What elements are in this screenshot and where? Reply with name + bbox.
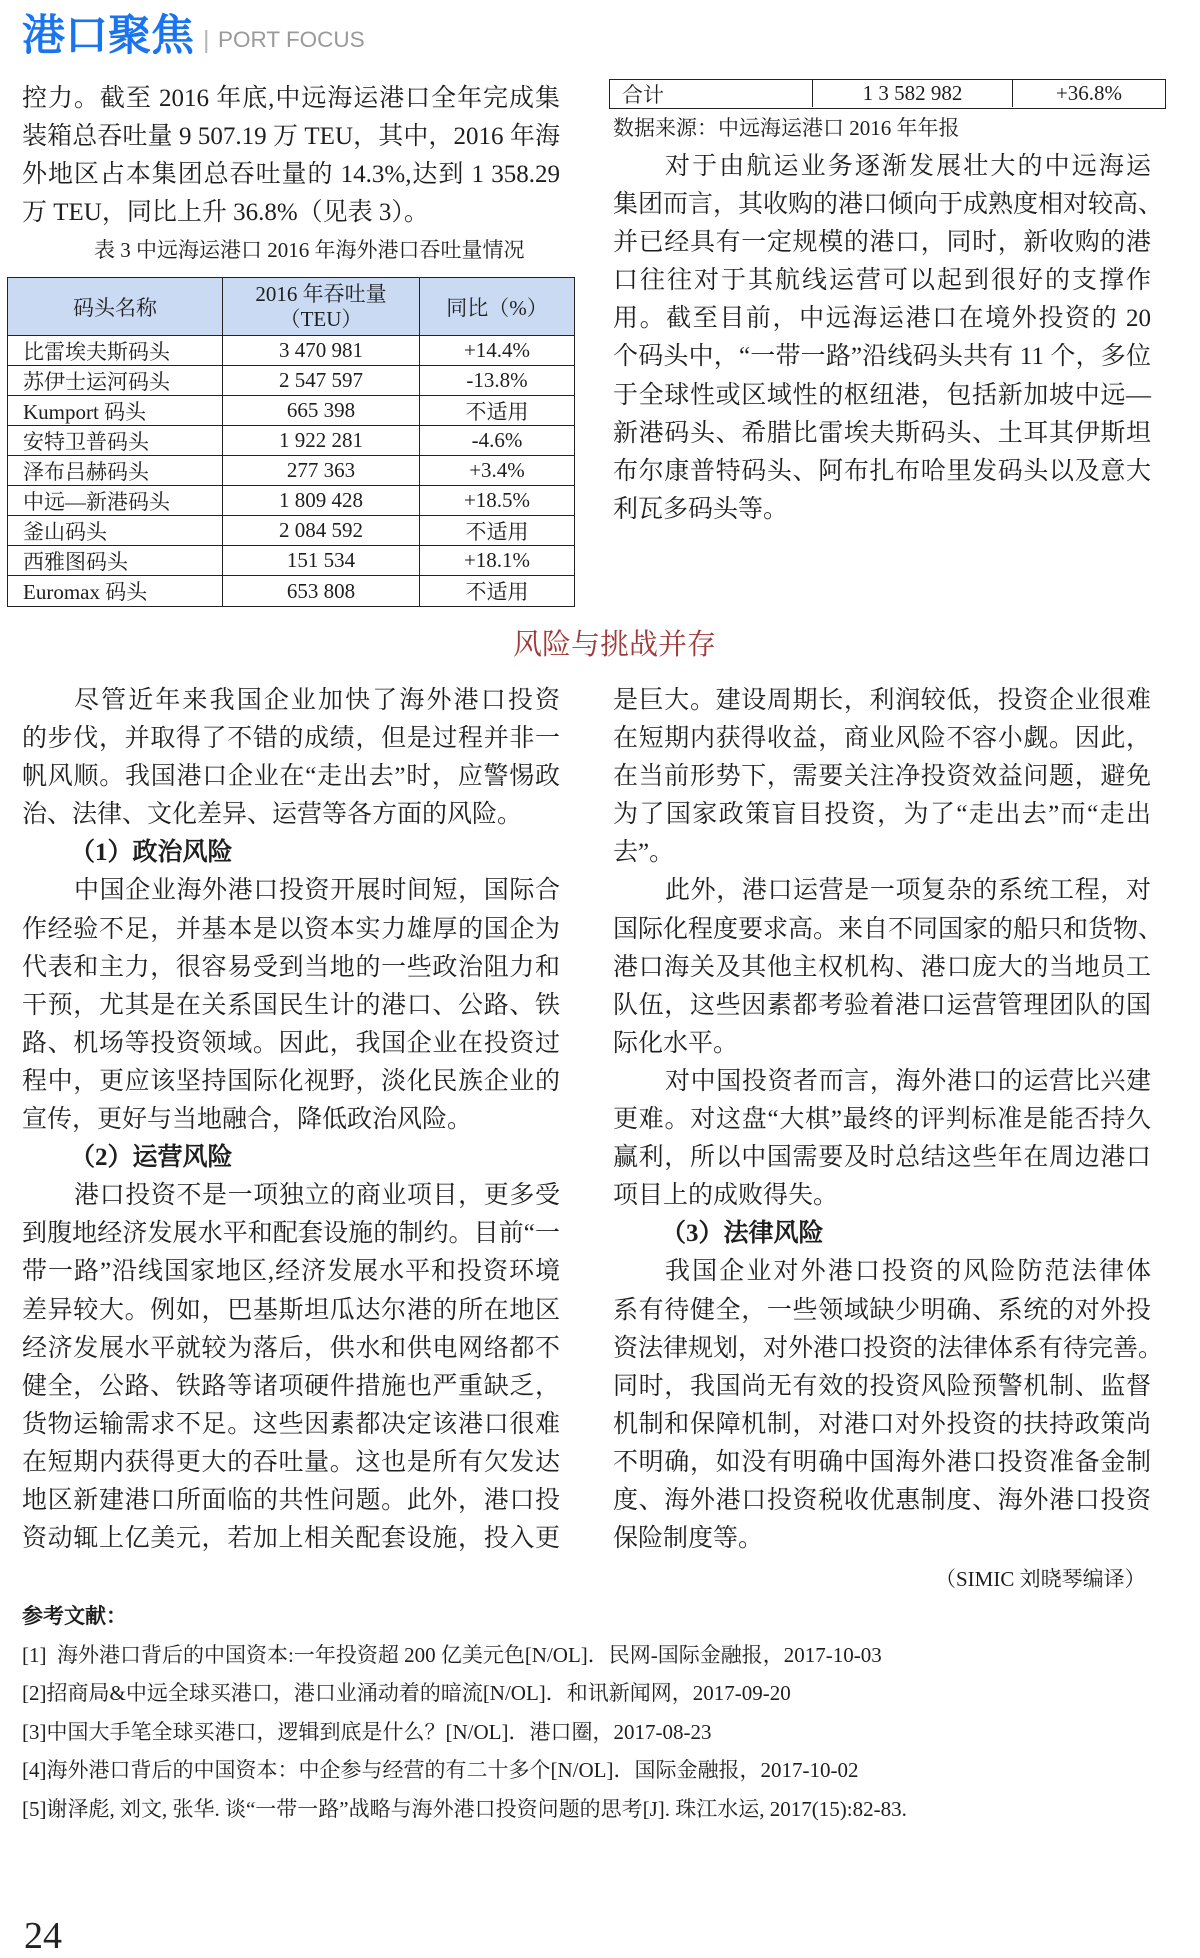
cell-terminal: 泽布吕赫码头: [8, 456, 223, 485]
cell-yoy: 不适用: [465, 399, 529, 424]
text-line: 是巨大。建设周期长，利润较低，投资企业很难: [613, 687, 1151, 714]
text-line: 为了国家政策盲目投资，为了“走出去”而“走出: [613, 801, 1151, 829]
cell-yoy: -13.8%: [466, 368, 528, 392]
table-row: [8, 456, 574, 486]
subheading-operational-risk: （2）运营风险: [70, 1144, 233, 1172]
cell-throughput: 665 398: [223, 396, 420, 425]
cell-yoy: +14.4%: [463, 338, 531, 362]
text-line: 宣传，更好与当地融合，降低政治风险。: [22, 1106, 473, 1134]
text-line: 货物运输需求不足。这些因素都决定该港口很难: [22, 1410, 560, 1438]
table-row: [8, 396, 574, 426]
reference-item: [1] 海外港口背后的中国资本:一年投资超 200 亿美元色[N/OL]．民网-国际金融报，2017-10-03: [22, 1642, 882, 1667]
text-line: 同时，我国尚无有效的投资风险预警机制、监督: [613, 1372, 1151, 1400]
table-caption: 表 3 中远海运港口 2016 年海外港口吞吐量情况: [94, 238, 525, 262]
text-line: 带一路”沿线国家地区,经济发展水平和投资环境: [22, 1258, 560, 1286]
text-line: 资法律规划，对外港口投资的法律体系有待完善。: [613, 1334, 1164, 1362]
text-line: 并已经具有一定规模的港口，同时，新收购的港: [613, 229, 1151, 257]
reference-item: [4]海外港口背后的中国资本：中企参与经营的有二十多个[N/OL]．国际金融报，2017-10-02: [22, 1758, 859, 1783]
text-line: 利瓦多码头等。: [613, 495, 789, 523]
cell-terminal: 安特卫普码头: [8, 426, 223, 455]
page-number: 24: [24, 1915, 62, 1957]
subheading-political-risk: （1）政治风险: [70, 839, 233, 867]
cell-yoy: 不适用: [465, 519, 529, 544]
text-line: 更难。对这盘“大棋”最终的评判标准是能否持久: [613, 1106, 1151, 1134]
text-line: 在短期内获得收益，商业风险不容小觑。因此，: [613, 725, 1151, 753]
text-line: 保险制度等。: [613, 1525, 764, 1553]
cell-throughput: 3 470 981: [223, 336, 420, 365]
text-line: 资动辄上亿美元，若加上相关配套设施，投入更: [22, 1525, 560, 1553]
text-line: 用。截至目前，中远海运港口在境外投资的 20: [613, 305, 1151, 333]
text-line: 地区新建港口所面临的共性问题。此外，港口投: [22, 1486, 560, 1514]
text-line: 干预，尤其是在关系国民生计的港口、公路、铁: [22, 991, 560, 1019]
cell-yoy: +18.5%: [463, 488, 531, 512]
text-line: 去”。: [613, 839, 675, 867]
throughput-table-total: [609, 79, 1166, 109]
paragraph-operational-risk: [22, 1177, 560, 1558]
cell-terminal: 釜山码头: [8, 516, 223, 545]
text-line: 代表和主力，很容易受到当地的一些政治阻力和: [22, 953, 560, 981]
column-header-yoy: 同比（%）: [446, 295, 548, 320]
text-line: 队伍，这些因素都考验着港口运营管理团队的国: [613, 991, 1151, 1019]
paragraph-operational-evaluation: [613, 1063, 1151, 1215]
text-line: 差异较大。例如，巴基斯坦瓜达尔港的所在地区: [22, 1296, 560, 1324]
text-line: 际化水平。: [613, 1029, 739, 1057]
column-header-throughput-unit: （TEU）: [279, 306, 363, 331]
cell-terminal: Euromax 码头: [8, 576, 223, 606]
text-line: 对中国投资者而言，海外港口的运营比兴建: [665, 1067, 1151, 1095]
left-column-body: [22, 682, 560, 1558]
text-line: 系有待健全，一些领域缺少明确、系统的对外投: [613, 1296, 1151, 1324]
cell-yoy: +18.1%: [463, 548, 531, 572]
cell-terminal: 中远—新港码头: [8, 486, 223, 515]
cell-throughput: 2 084 592: [223, 516, 420, 545]
table-row: [8, 516, 574, 546]
text-line: 口往往对于其航线运营可以起到很好的支撑作: [613, 267, 1151, 295]
text-line: 我国企业对外港口投资的风险防范法律体: [665, 1258, 1151, 1286]
text-line: 集团而言，其收购的港口倾向于成熟度相对较高、: [613, 191, 1164, 219]
cell-throughput: 151 534: [223, 546, 420, 575]
cell-yoy: +3.4%: [469, 458, 525, 482]
text-line: 布尔康普特码头、阿布扎布哈里发码头以及意大: [613, 457, 1151, 485]
table-row: [8, 576, 574, 606]
column-subtitle: PORT FOCUS: [218, 27, 365, 52]
text-line: 港口投资不是一项独立的商业项目，更多受: [74, 1182, 560, 1210]
text-line: 装箱总吞吐量 9 507.19 万 TEU，其中，2016 年海: [22, 123, 560, 151]
cell-throughput: 1 922 281: [223, 426, 420, 455]
text-line: 此外，港口运营是一项复杂的系统工程，对: [665, 877, 1151, 905]
text-line: 不明确，如没有明确中国海外港口投资准备金制: [613, 1448, 1151, 1476]
throughput-table: [7, 277, 575, 607]
column-title: 港口聚焦: [22, 11, 194, 61]
text-line: 到腹地经济发展水平和配套设施的制约。目前“一: [22, 1220, 560, 1248]
column-header-throughput-label: 2016 年吞吐量: [255, 281, 387, 306]
cell-throughput: 653 808: [223, 576, 420, 606]
text-line: 控力。截至 2016 年底,中远海运港口全年完成集: [22, 85, 560, 112]
column-header-throughput: [223, 278, 420, 335]
reference-item: [5]谢泽彪, 刘文, 张华. 谈“一带一路”战略与海外港口投资问题的思考[J]. 珠江水运, 2017(15):82-83.: [22, 1796, 907, 1821]
text-line: 在短期内获得更大的吞吐量。这也是所有欠发达: [22, 1448, 560, 1476]
paragraph-intro: [22, 80, 560, 232]
text-line: 机制和保障机制，对港口对外投资的扶持政策尚: [613, 1410, 1151, 1438]
cell-throughput: 1 809 428: [223, 486, 420, 515]
cell-terminal: Kumport 码头: [8, 396, 223, 425]
text-line: 国际化程度要求高。来自不同国家的船只和货物、: [613, 915, 1164, 943]
right-column-body: [613, 682, 1164, 1558]
cell-terminal: 西雅图码头: [8, 546, 223, 575]
cell-throughput: 2 547 597: [223, 366, 420, 395]
cell-yoy: 不适用: [465, 580, 529, 604]
table-total-row: [610, 80, 1165, 107]
table-row: [8, 486, 574, 516]
translator-credit: （SIMIC 刘晓琴编译）: [935, 1567, 1146, 1591]
paragraph-political-risk: [22, 872, 560, 1139]
text-line: 度、海外港口投资税收优惠制度、海外港口投资: [613, 1486, 1151, 1514]
cell-total-throughput: 1 3 582 982: [813, 80, 1013, 107]
reference-item: [3]中国大手笔全球买港口，逻辑到底是什么？[N/OL]．港口圈，2017-08-23: [22, 1719, 712, 1744]
text-line: 新港码头、希腊比雷埃夫斯码头、土耳其伊斯坦: [613, 419, 1151, 447]
section-heading: 风险与挑战并存: [513, 627, 717, 661]
table-source-note: 数据来源：中远海运港口 2016 年年报: [613, 116, 960, 140]
text-line: 治、法律、文化差异、运营等各方面的风险。: [22, 801, 523, 829]
references: [22, 1597, 907, 1829]
title-separator: |: [203, 26, 210, 54]
text-line: 帆风顺。我国港口企业在“走出去”时，应警惕政: [22, 763, 560, 791]
text-line: 项目上的成败得失。: [613, 1182, 839, 1210]
paragraph-legal-risk: [613, 1253, 1164, 1558]
paragraph-risk-overview: [22, 682, 560, 834]
table-row: [8, 336, 574, 366]
paragraph-acquisition: [613, 148, 1164, 529]
cell-yoy: -4.6%: [471, 428, 523, 452]
cell-total-label: 合计: [610, 80, 813, 107]
cell-terminal: 比雷埃夫斯码头: [8, 336, 223, 365]
text-line: 尽管近年来我国企业加快了海外港口投资: [74, 687, 560, 714]
paragraph-operational-risk-continued: [613, 682, 1151, 872]
text-line: 外地区占本集团总吞吐量的 14.3%,达到 1 358.29: [22, 161, 560, 189]
text-line: 健全，公路、铁路等诸项硬件措施也严重缺乏，: [22, 1372, 560, 1400]
table-row: [8, 426, 574, 456]
text-line: 作经验不足，并基本是以资本实力雄厚的国企为: [22, 915, 560, 943]
text-line: 程中，更应该坚持国际化视野，淡化民族企业的: [22, 1067, 560, 1095]
text-line: 港口海关及其他主权机构、港口庞大的当地员工: [613, 953, 1151, 981]
text-line: 的步伐，并取得了不错的成绩，但是过程并非一: [22, 725, 560, 753]
cell-terminal: 苏伊士运河码头: [8, 366, 223, 395]
cell-total-yoy: +36.8%: [1055, 81, 1123, 105]
text-line: 在当前形势下，需要关注净投资效益问题，避免: [613, 763, 1151, 791]
text-line: 对于由航运业务逐渐发展壮大的中远海运: [665, 153, 1151, 180]
reference-item: [2]招商局&中远全球买港口，港口业涌动着的暗流[N/OL]．和讯新闻网，2017-09-20: [22, 1681, 791, 1706]
text-line: 经济发展水平就较为落后，供水和供电网络都不: [22, 1334, 560, 1362]
text-line: 路、机场等投资领域。因此，我国企业在投资过: [22, 1029, 560, 1057]
text-line: 中国企业海外港口投资开展时间短，国际合: [74, 877, 560, 905]
paragraph-operational-complexity: [613, 872, 1164, 1062]
table-row: [8, 366, 574, 396]
subheading-legal-risk: （3）法律风险: [661, 1220, 824, 1248]
table-header-row: [8, 278, 574, 336]
text-line: 赢利，所以中国需要及时总结这些年在周边港口: [613, 1144, 1151, 1172]
references-title: 参考文献：: [22, 1604, 127, 1628]
text-line: 万 TEU，同比上升 36.8%（见表 3）。: [22, 199, 429, 227]
table-row: [8, 546, 574, 576]
text-line: 个码头中，“一带一路”沿线码头共有 11 个，多位: [613, 343, 1151, 371]
text-line: 于全球性或区域性的枢纽港，包括新加坡中远—: [613, 381, 1151, 409]
cell-throughput: 277 363: [223, 456, 420, 485]
column-header-terminal: 码头名称: [8, 278, 223, 335]
